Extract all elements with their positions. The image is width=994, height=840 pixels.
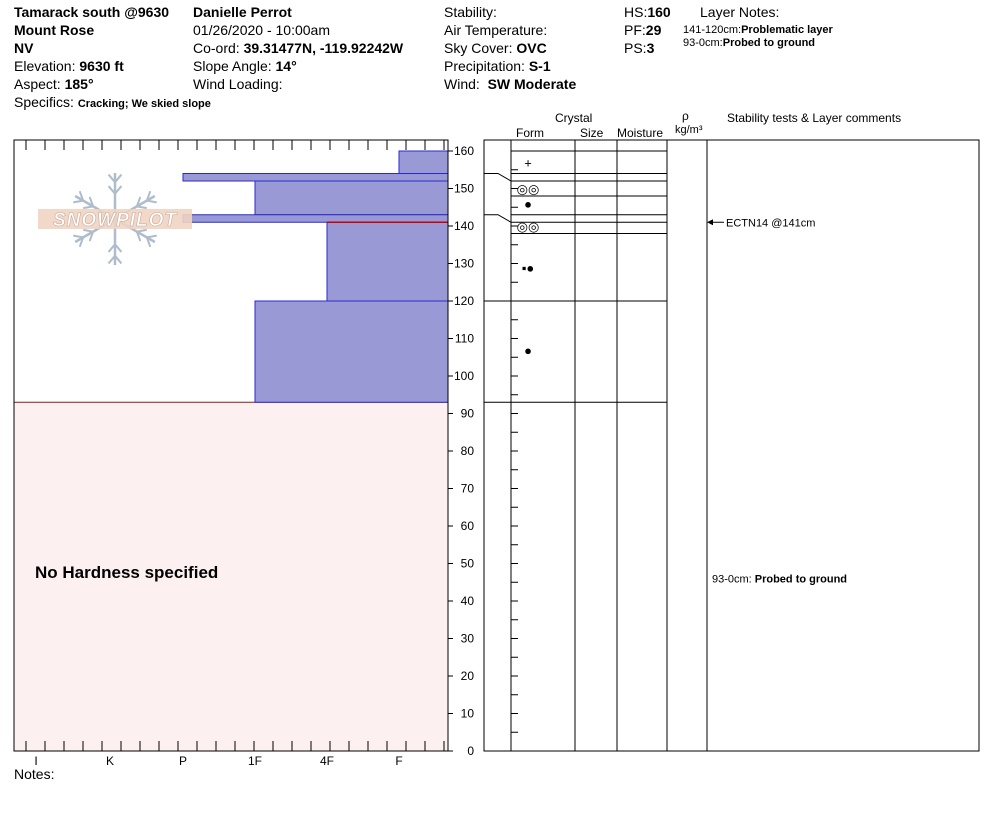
logo-text: SNOWPILOT (52, 210, 178, 231)
axis-label-110: 110 (454, 331, 474, 346)
layer-note-2: 93-0cm:Probed to ground (683, 37, 816, 49)
axis-label-100: 100 (453, 369, 474, 383)
axis-label-20: 20 (460, 669, 474, 683)
state-name: NV (14, 40, 34, 56)
snowflake-branch (73, 236, 83, 238)
observer-name: Danielle Perrot (193, 4, 292, 20)
snowflake-branch (73, 201, 83, 203)
axis-label-60: 60 (460, 519, 474, 533)
axis-label-70: 70 (460, 481, 474, 496)
sky-cover: Sky Cover: OVC (444, 40, 547, 56)
air-temperature: Air Temperature: (444, 22, 548, 38)
layer-comment-text: Probed to ground (754, 573, 848, 586)
wind-loading: Wind Loading: (193, 76, 283, 92)
crystal-form-2: ◎◎ (516, 181, 540, 197)
layer-table (484, 140, 979, 751)
snowpilot-logo (38, 173, 192, 265)
observation-datetime: 01/26/2020 - 10:00am (193, 22, 330, 38)
hardness-layer-1 (399, 151, 448, 174)
ps-value: PS:3 (624, 40, 655, 56)
stability: Stability: (444, 4, 497, 20)
axis-label-150: 150 (453, 181, 474, 196)
form-header: Form (516, 126, 544, 140)
snowflake-branch (147, 236, 157, 238)
crystal-header: Crystal (555, 111, 593, 125)
hardness-tick-label-K: K (105, 754, 115, 768)
hardness-tick-label-I: I (34, 754, 38, 768)
hardness-tick-label-F: F (395, 754, 403, 768)
crystal-form-3: ● (524, 196, 532, 212)
axis-label-160: 160 (453, 144, 474, 158)
size-header: Size (580, 126, 604, 140)
axis-label-40: 40 (460, 594, 474, 608)
hardness-layer-4 (183, 215, 448, 223)
stability-test-arrowhead-1 (707, 219, 713, 225)
axis-label-0: 0 (467, 744, 474, 758)
axis-label-30: 30 (460, 631, 474, 646)
density-unit-header: kg/m³ (675, 124, 703, 136)
notes-label: Notes: (14, 766, 55, 782)
range-name: Mount Rose (14, 22, 95, 38)
layer-comment-1 (712, 574, 847, 586)
hardness-tick-label-P: P (178, 754, 188, 768)
snowflake-branch (83, 206, 93, 208)
axis-label-10: 10 (460, 706, 474, 721)
location-name: Tamarack south @9630 (14, 4, 170, 20)
pf-value: PF:29 (624, 22, 662, 38)
snowflake-branch (147, 201, 157, 203)
crystal-form-6: ● (524, 342, 532, 358)
table-frame (484, 140, 979, 751)
stability-test-label-1: ECTN14 @141cm (726, 217, 816, 230)
hardness-layer-6 (255, 301, 448, 402)
precipitation: Precipitation: S-1 (444, 58, 551, 74)
axis-label-90: 90 (460, 406, 474, 421)
stability-comments-header: Stability tests & Layer comments (727, 111, 902, 125)
axis-label-120: 120 (453, 294, 474, 308)
crystal-form-4: ◎◎ (516, 219, 540, 234)
snowflake-branch (137, 206, 147, 208)
crystal-form-5: ▪● (521, 260, 535, 276)
hardness-tick-label-4F: 4F (319, 754, 335, 768)
hardness-layer-5 (327, 222, 448, 301)
no-hardness-label: No Hardness specified (35, 563, 219, 582)
wind: Wind: SW Moderate (444, 76, 577, 92)
coordinates: Co-ord: 39.31477N, -119.92242W (193, 40, 404, 56)
height-axis (448, 140, 474, 758)
hardness-tick-label-1F: 1F (247, 754, 263, 768)
specifics: Specifics: Cracking; We skied slope (14, 94, 211, 110)
axis-label-50: 50 (460, 556, 474, 571)
layer-note-1: 141-120cm:Problematic layer (683, 24, 833, 36)
hardness-layer-2 (183, 174, 448, 182)
layer-notes-title: Layer Notes: (700, 4, 780, 20)
axis-label-140: 140 (453, 219, 474, 233)
layer-comment-range: 93-0cm: (712, 573, 752, 586)
elevation: Elevation: 9630 ft (14, 58, 124, 74)
hs-value: HS:160 (624, 4, 671, 20)
hardness-panel (14, 140, 448, 768)
axis-label-80: 80 (460, 444, 474, 458)
rho-header: ρ (682, 109, 689, 123)
hardness-layer-3 (255, 181, 448, 215)
axis-label-130: 130 (453, 256, 474, 271)
slope-angle: Slope Angle: 14° (193, 58, 297, 74)
aspect: Aspect: 185° (14, 76, 94, 92)
moisture-header: Moisture (617, 126, 664, 140)
crystal-form-1: + (524, 155, 532, 171)
